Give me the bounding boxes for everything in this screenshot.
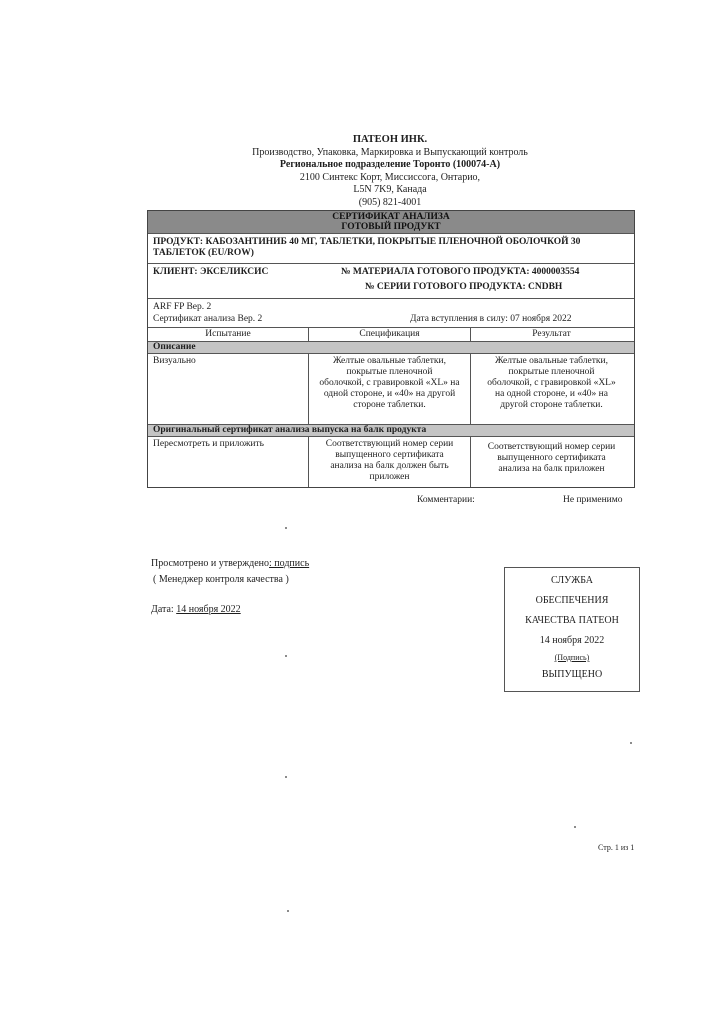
result-line: оболочкой, с гравировкой «XL» [487,378,616,388]
column-header-row [148,327,634,341]
section-description: Описание [148,341,634,353]
specification-cell [308,437,470,487]
specification-cell [308,354,470,424]
stamp-line-3: КАЧЕСТВА ПАТЕОН [525,615,619,626]
spec-line: приложен [369,472,410,482]
certificate-title [148,211,634,233]
stamp-signature: (Подпись) [554,653,590,662]
letterhead [140,134,640,209]
header-line-1: Производство, Упаковка, Маркировка и Выпускающий контроль [252,146,528,158]
page-number: Стр. 1 из 1 [598,843,635,852]
arf-version: ARF FP Вер. 2 [153,302,212,312]
stamp-status: ВЫПУЩЕНО [541,669,603,680]
company-name: ПАТЕОН ИНК. [352,134,428,145]
result-line: Соответствующий номер серии [487,442,616,452]
header-line-2: Региональное подразделение Торонто (100074-А) [279,159,501,170]
result-line: покрытые пленочной [508,367,595,377]
signature-line: : подпись [269,558,310,569]
table-row [148,436,634,487]
product-row [148,233,634,263]
scan-speck [574,826,576,828]
spec-line: анализа на балк должен быть [330,461,449,471]
test-name: Пересмотреть и приложить [153,439,264,449]
column-header-spec: Спецификация [308,328,470,341]
stamp-line-2: ОБЕСПЕЧЕНИЯ [535,595,609,606]
result-line: другой стороне таблетки. [500,400,603,410]
reviewed-approved [151,558,309,569]
spec-line: оболочкой, с гравировкой «XL» на [319,378,460,388]
date-label: Дата: [151,604,174,615]
certificate-title-1: СЕРТИФИКАТ АНАЛИЗА [332,212,450,222]
spec-line: выпущенного сертификата [335,450,444,460]
column-header-result: Результат [470,328,632,341]
comments-value: Не применимо [563,495,623,505]
client-row [148,263,634,298]
header-line-3: 2100 Синтекс Корт, Миссиссога, Онтарио, [299,171,481,183]
version-row [148,298,634,327]
spec-line: покрытые пленочной [346,367,433,377]
reviewed-label: Просмотрено и утверждено [151,558,269,569]
comments-label: Комментарии: [417,495,475,505]
certificate-title-2: ГОТОВЫЙ ПРОДУКТ [341,222,441,232]
scan-speck [285,527,287,529]
test-name: Визуально [153,356,196,366]
scan-speck [287,910,289,912]
result-cell [470,437,632,487]
table-row [148,353,634,424]
client-label: КЛИЕНТ: ЭКСЕЛИКСИС [153,267,269,277]
series-number: № СЕРИИ ГОТОВОГО ПРОДУКТА: CNDBH [365,282,563,292]
scan-speck [630,742,632,744]
scan-speck [285,655,287,657]
approver-role: ( Менеджер контроля качества ) [153,574,289,585]
material-number: № МАТЕРИАЛА ГОТОВОГО ПРОДУКТА: 4000003554 [341,267,580,277]
spec-line: одной стороне, и «40» на другой [323,389,456,399]
certificate-table [147,210,635,488]
result-line: на одной стороне, и «40» на [495,389,608,399]
header-line-5: (905) 821-4001 [358,196,422,208]
date-value: 14 ноября 2022 [176,604,241,615]
product-line-1: ПРОДУКТ: КАБОЗАНТИНИБ 40 МГ, ТАБЛЕТКИ, ПОКРЫТЫЕ ПЛЕНОЧНОЙ ОБОЛОЧКОЙ 30 [153,237,581,247]
spec-line: Соответствующий номер серии [325,439,454,449]
scan-speck [285,776,287,778]
spec-line: стороне таблетки. [353,400,426,410]
result-cell [470,354,632,424]
section-original-certificate: Оригинальный сертификат анализа выпуска на балк продукта [148,424,634,436]
stamp-date: 14 ноября 2022 [539,635,605,646]
result-line: выпущенного сертификата [497,453,606,463]
result-line: Желтые овальные таблетки, [495,356,608,366]
certificate-version: Сертификат анализа Вер. 2 [153,314,263,324]
spec-line: Желтые овальные таблетки, [333,356,446,366]
effective-date: Дата вступления в силу: 07 ноября 2022 [410,314,572,324]
qa-release-stamp [504,567,640,692]
stamp-line-1: СЛУЖБА [550,575,594,586]
approval-date [151,604,241,615]
result-line: анализа на балк приложен [498,464,605,474]
column-header-test: Испытание [205,329,251,339]
header-line-4: L5N 7K9, Канада [353,184,427,195]
product-line-2: ТАБЛЕТОК (EU/ROW) [153,248,254,258]
